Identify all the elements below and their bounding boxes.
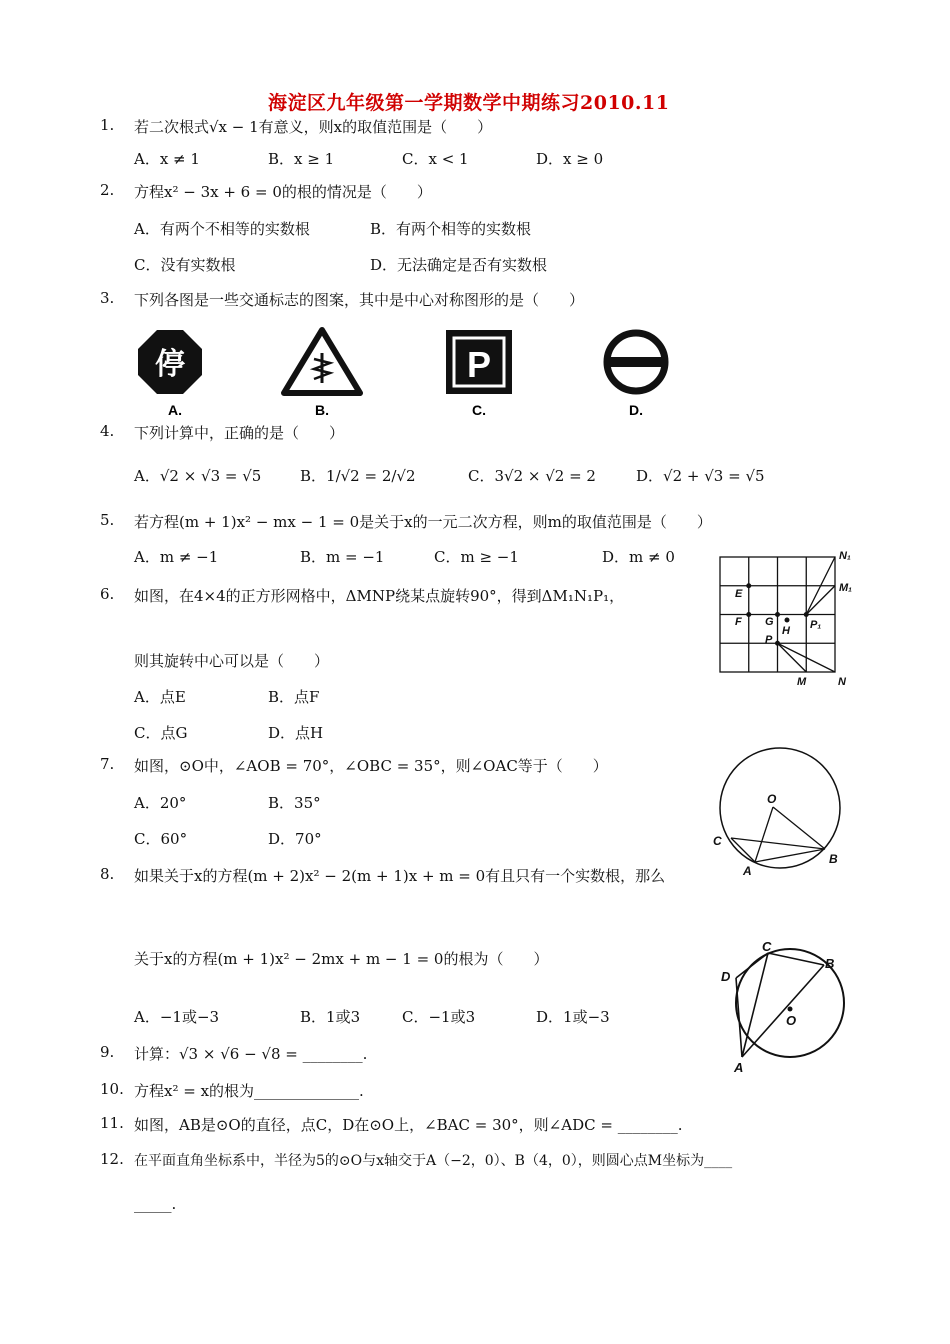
option-d: D．√2 + √3 = √5 xyxy=(636,467,765,485)
option-d: D．点H xyxy=(268,724,324,742)
label-m: M xyxy=(797,676,807,688)
parking-sign-char: P xyxy=(466,344,492,385)
page-title: 海淀区九年级第一学期数学中期练习2010.11 xyxy=(268,92,670,114)
question-text: 若方程(m + 1)x² − mx − 1 = 0是关于x的一元二次方程，则m的取值范围是（ ） xyxy=(134,513,712,531)
traffic-signs-figure xyxy=(130,325,690,420)
option-b: B．点F xyxy=(268,688,320,706)
label-o: O xyxy=(767,792,777,806)
label-f: F xyxy=(735,616,742,628)
option-c: C．点G xyxy=(134,724,188,742)
option-a: A．m ≠ −1 xyxy=(134,548,219,566)
label-n: N xyxy=(838,676,846,688)
stop-sign-char: 停 xyxy=(155,348,185,381)
question-text: 下列计算中，正确的是（ ） xyxy=(134,424,345,442)
question-text-cont: 关于x的方程(m + 1)x² − 2mx + m − 1 = 0的根为（ ） xyxy=(134,950,549,968)
option-a: A．有两个不相等的实数根 xyxy=(134,220,310,238)
option-c: C．60° xyxy=(134,830,188,848)
question-number: 7. xyxy=(100,755,115,773)
question-number: 2. xyxy=(100,181,115,199)
question-text: 如图，AB是⊙O的直径，点C，D在⊙O上，∠BAC = 30°，则∠ADC = ________. xyxy=(134,1116,683,1134)
option-a: A．点E xyxy=(134,688,186,706)
label-c: C xyxy=(762,939,772,954)
option-d: D．70° xyxy=(268,830,322,848)
label-b: B xyxy=(829,852,838,866)
sign-label-a: A. xyxy=(168,402,182,418)
label-g: G xyxy=(765,616,774,628)
warning-triangle-icon xyxy=(284,330,360,393)
option-a: A．−1或−3 xyxy=(134,1008,220,1026)
question-text: 如果关于x的方程(m + 2)x² − 2(m + 1)x + m = 0有且只有一个实数根，那么 xyxy=(134,867,666,885)
option-b: B．m = −1 xyxy=(300,548,385,566)
circle-angle-figure xyxy=(705,745,855,885)
option-a: A．√2 × √3 = √5 xyxy=(134,467,262,485)
question-number: 6. xyxy=(100,585,115,603)
option-b: B．1/√2 = 2/√2 xyxy=(300,467,416,485)
option-b: B．有两个相等的实数根 xyxy=(370,220,532,238)
question-number: 1. xyxy=(100,116,115,134)
option-a: A．20° xyxy=(134,794,187,812)
label-o: O xyxy=(786,1013,797,1028)
option-b: B．35° xyxy=(268,794,321,812)
question-text-cont: 则其旋转中心可以是（ ） xyxy=(134,652,330,670)
question-number: 8. xyxy=(100,865,115,883)
label-e: E xyxy=(735,588,743,600)
label-n1: N₁ xyxy=(839,550,851,562)
label-h: H xyxy=(782,625,790,637)
question-text-cont: _____. xyxy=(134,1195,177,1213)
option-b: B．1或3 xyxy=(300,1008,361,1026)
question-text: 下列各图是一些交通标志的图案，其中是中心对称图形的是（ ） xyxy=(134,291,585,309)
label-a: A xyxy=(743,864,752,878)
option-b: B．x ≥ 1 xyxy=(268,150,335,168)
option-c: C．m ≥ −1 xyxy=(434,548,519,566)
question-text: 计算：√3 × √6 − √8 = ________. xyxy=(134,1045,368,1063)
option-d: D．m ≠ 0 xyxy=(602,548,675,566)
circle-diameter-figure xyxy=(712,935,852,1075)
question-text: 在平面直角坐标系中，半径为5的⊙O与x轴交于A（−2，0）、B（4，0），则圆心点M坐标为____ xyxy=(134,1153,733,1169)
question-number: 3. xyxy=(100,289,115,307)
option-c: C．没有实数根 xyxy=(134,256,236,274)
option-d: D．x ≥ 0 xyxy=(536,150,604,168)
question-text: 如图，在4×4的正方形网格中，ΔMNP绕某点旋转90°，得到ΔM₁N₁P₁， xyxy=(134,587,625,605)
label-b: B xyxy=(825,956,835,971)
stop-sign-icon xyxy=(138,330,202,394)
rotation-grid-figure xyxy=(712,545,862,690)
sign-label-c: C. xyxy=(472,402,486,418)
option-a: A．x ≠ 1 xyxy=(134,150,200,168)
question-text: 如图，⊙O中，∠AOB = 70°，∠OBC = 35°，则∠OAC等于（ ） xyxy=(134,757,608,775)
label-p: P xyxy=(765,634,773,646)
question-number: 11. xyxy=(100,1114,124,1132)
no-entry-sign-icon xyxy=(607,333,665,391)
label-m1: M₁ xyxy=(839,582,853,594)
question-number: 5. xyxy=(100,511,115,529)
option-d: D．1或−3 xyxy=(536,1008,610,1026)
parking-sign-icon xyxy=(446,330,512,394)
label-a: A xyxy=(734,1060,744,1075)
question-text: 方程x² − 3x + 6 = 0的根的情况是（ ） xyxy=(134,183,432,201)
label-c: C xyxy=(713,834,722,848)
sign-label-d: D. xyxy=(629,402,643,418)
option-c: C．−1或3 xyxy=(402,1008,476,1026)
sign-label-b: B. xyxy=(315,402,329,418)
question-text: 方程x² = x的根为______________. xyxy=(134,1082,364,1100)
option-d: D．无法确定是否有实数根 xyxy=(370,256,548,274)
label-p1: P₁ xyxy=(810,619,822,631)
question-number: 10. xyxy=(100,1080,124,1098)
question-text: 若二次根式√x − 1有意义，则x的取值范围是（ ） xyxy=(134,118,493,136)
question-number: 12. xyxy=(100,1150,124,1168)
label-d: D xyxy=(721,969,731,984)
option-c: C．3√2 × √2 = 2 xyxy=(468,467,596,485)
question-number: 4. xyxy=(100,422,115,440)
question-number: 9. xyxy=(100,1043,115,1061)
option-c: C．x < 1 xyxy=(402,150,469,168)
